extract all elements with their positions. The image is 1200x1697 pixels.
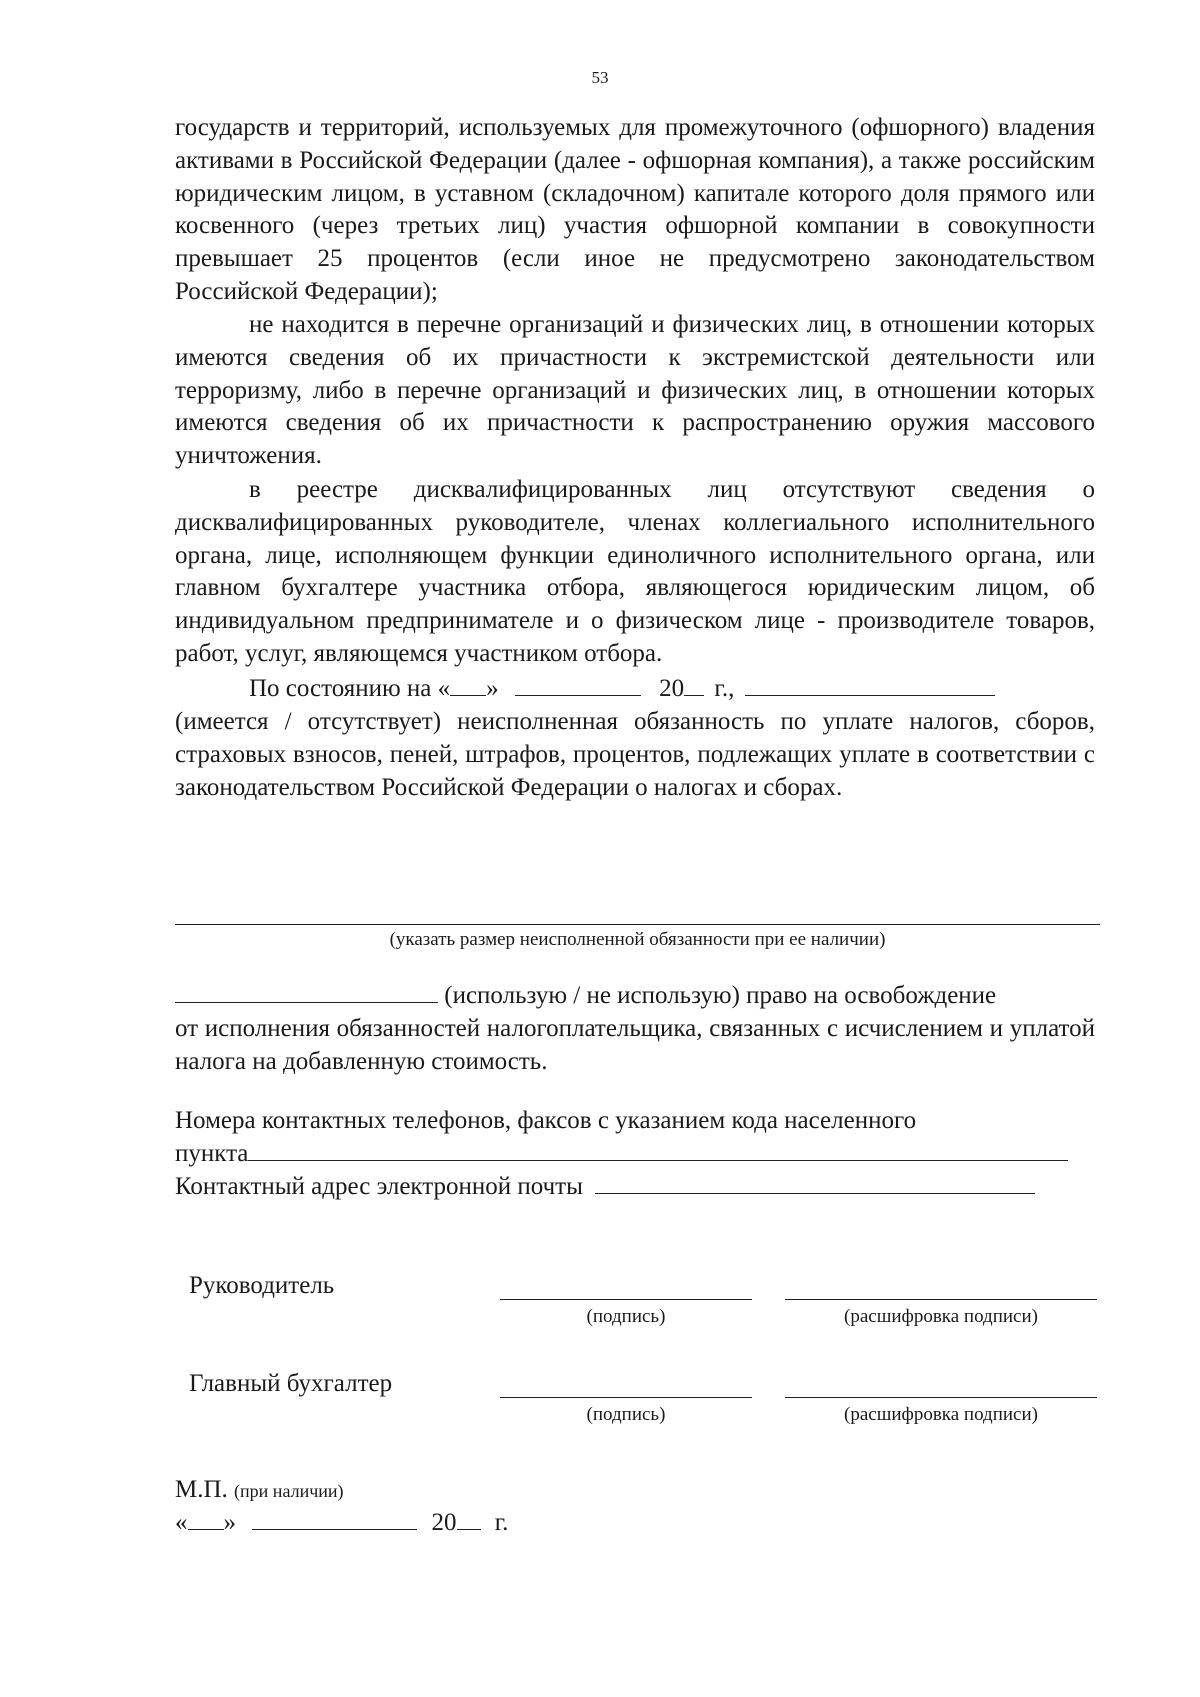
head-signature-line: [500, 1299, 752, 1300]
stamp-month-blank: [252, 1507, 417, 1530]
status-year: 20: [659, 675, 685, 702]
email-line: [175, 1171, 1095, 1204]
debt-caption: (указать размер неисполненной обязанности при ее наличии): [389, 929, 886, 950]
stamp-line: [175, 1474, 1095, 1508]
stamp-year-blank: [457, 1507, 481, 1530]
phones-label: Номера контактных телефонов, факсов с указанием кода населенного: [175, 1107, 917, 1134]
accountant-label: Главный бухгалтер: [189, 1370, 393, 1397]
stamp-date-close: »: [223, 1509, 236, 1536]
vat-line: [175, 980, 1095, 1013]
status-year-suffix: г.,: [714, 675, 735, 702]
head-signature-caption: (подпись): [586, 1306, 666, 1327]
accountant-decode-line: [785, 1397, 1097, 1398]
status-choice-blank: [745, 673, 995, 696]
head-label: Руководитель: [189, 1272, 335, 1299]
paragraph-tax-debt: (имеется / отсутствует) неисполненная обязанность по уплате налогов, сборов, страховых взносов, пеней, штрафов, процентов, подлежащих уплате в соответствии с законодательством Российской Федерации о налогах и сборах.: [175, 708, 1095, 801]
stamp-mp: М.П.: [175, 1476, 228, 1503]
stamp-day-blank: [188, 1507, 224, 1530]
accountant-decode-caption: (расшифровка подписи): [844, 1404, 1038, 1425]
status-prefix: По состоянию на «: [249, 675, 451, 702]
accountant-signature-line: [500, 1397, 752, 1398]
head-decode-caption: (расшифровка подписи): [844, 1306, 1038, 1327]
phones-line: [175, 1138, 1095, 1171]
stamp-date-line: [175, 1507, 1095, 1540]
page-number: 53: [591, 68, 609, 87]
email-blank: [595, 1171, 1035, 1194]
status-date-line: [249, 673, 1095, 706]
debt-amount-line: [175, 924, 1100, 925]
phones-label-cont: пункта: [175, 1140, 249, 1167]
day-blank: [450, 673, 486, 696]
vat-choice-blank: [175, 980, 438, 1003]
year-blank: [684, 673, 704, 696]
month-blank: [515, 673, 641, 696]
stamp-date-suffix: г.: [494, 1509, 509, 1536]
stamp-date-open: «: [175, 1509, 188, 1536]
email-label: Контактный адрес электронной почты: [175, 1173, 583, 1200]
vat-text: (использую / не использую) право на освобождение: [444, 982, 997, 1009]
stamp-date-year: 20: [431, 1509, 457, 1536]
accountant-signature-caption: (подпись): [586, 1404, 666, 1425]
phones-blank: [248, 1138, 1068, 1161]
paragraph-extremism: не находится в перечне организаций и физических лиц, в отношении которых имеются сведения об их причастности к экстремистской деятельности или терроризму, либо в перечне организаций и физических лиц, в отношении которых имеются сведения об их причастности к распространению оружия массового уничтожения.: [175, 311, 1095, 470]
stamp-mp-note: (при наличии): [234, 1481, 344, 1501]
status-quote-close: »: [486, 675, 499, 702]
paragraph-offshore: государств и территорий, используемых для промежуточного (офшорного) владения активами в Российской Федерации (далее - офшорная компания), а также российским юридическим лицом, в уставном (складочном) капитале которого доля прямого или косвенного (через третьих лиц) участия офшорной компании в совокупности превышает 25 процентов (если иное не предусмотрено законодательством Российской Федерации);: [175, 114, 1095, 305]
vat-continuation: от исполнения обязанностей налогоплательщика, связанных с исчислением и уплатой налога на добавленную стоимость.: [175, 1015, 1095, 1075]
paragraph-disqualified: в реестре дисквалифицированных лиц отсутствуют сведения о дисквалифицированных руководителе, членах коллегиального исполнительного органа, лице, исполняющем функции единоличного исполнительного органа, или главном бухгалтере участника отбора, являющегося юридическим лицом, об индивидуальном предпринимателе и о физическом лице - производителе товаров, работ, услуг, являющемся участником отбора.: [175, 476, 1095, 667]
head-decode-line: [785, 1299, 1097, 1300]
